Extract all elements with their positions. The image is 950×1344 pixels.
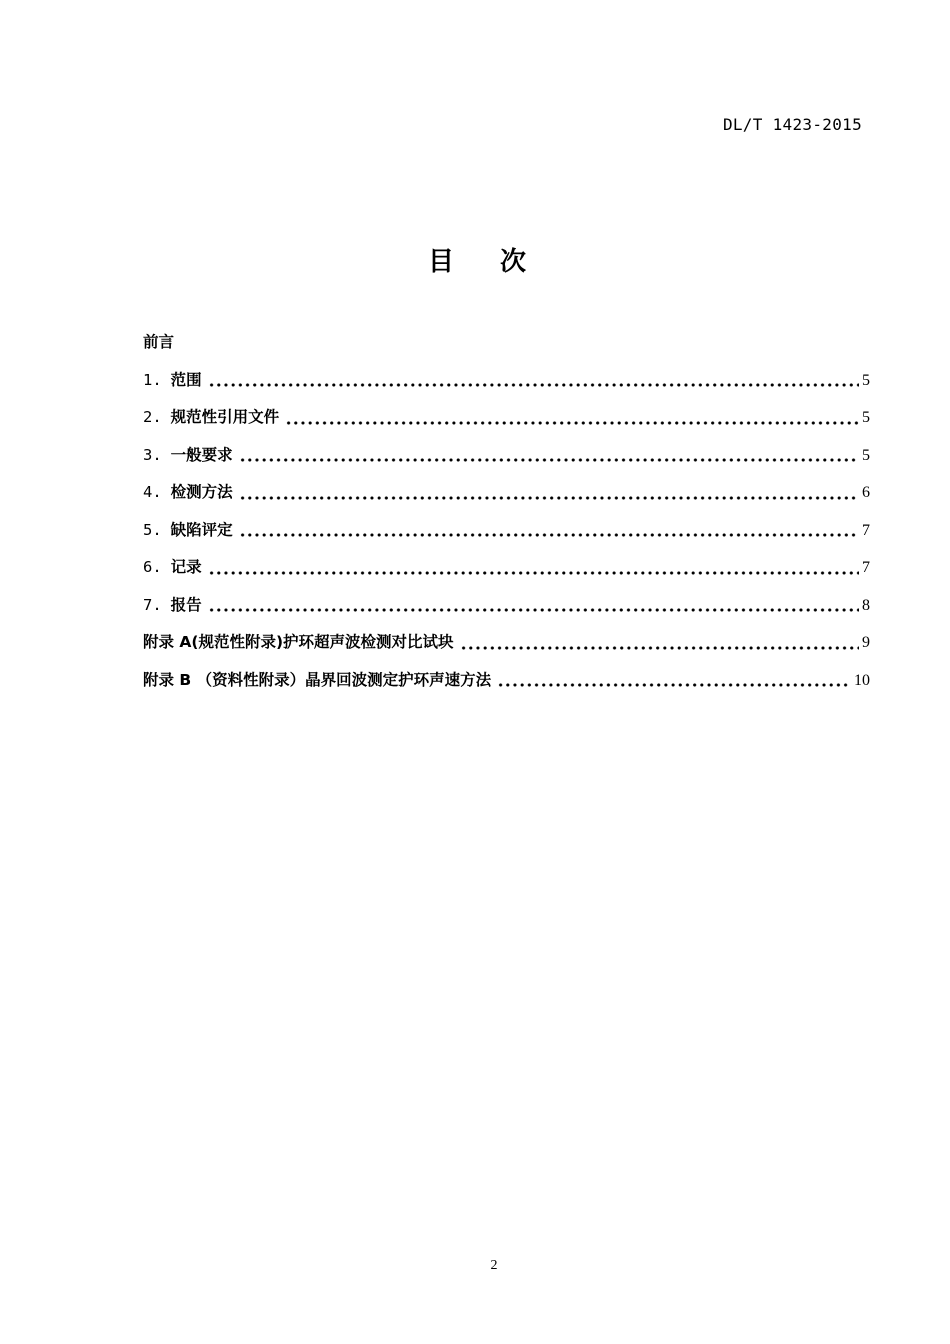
toc-entry-4[interactable]	[143, 478, 870, 516]
toc-entry-appendix-b[interactable]	[143, 666, 870, 704]
toc-entry-3[interactable]	[143, 441, 870, 479]
document-code: DL/T 1423-2015	[722, 115, 862, 134]
toc-entry-page: 5	[862, 446, 870, 464]
toc-entry-number: 1.	[143, 370, 162, 389]
toc-entry-number: 6.	[143, 558, 162, 576]
toc-entry-page: 5	[862, 371, 870, 389]
toc-entry-page: 10	[854, 671, 870, 689]
dot-leader	[497, 683, 851, 687]
dot-leader	[208, 383, 859, 387]
toc-entry-page: 5	[862, 409, 870, 426]
toc-entry-label: 检测方法	[170, 483, 233, 501]
toc-entry-label: 前言	[143, 333, 175, 351]
toc-entry-number: 2.	[143, 408, 162, 426]
toc-entry-label: 一般要求	[170, 445, 233, 464]
dot-leader	[239, 533, 859, 537]
dot-leader	[239, 496, 859, 500]
toc-entry-6[interactable]	[143, 553, 870, 591]
dot-leader	[285, 421, 859, 425]
toc-entry-5[interactable]	[143, 516, 870, 554]
toc-entry-number: 7.	[143, 595, 162, 614]
dot-leader	[460, 646, 859, 650]
dot-leader	[239, 458, 859, 462]
toc-entry-1[interactable]	[143, 366, 870, 404]
toc-entry-page: 8	[862, 596, 870, 614]
toc-entry-preface[interactable]	[143, 328, 870, 366]
toc-entry-page: 9	[862, 634, 870, 651]
toc-entry-number: 4.	[143, 483, 162, 501]
toc-entry-label: 范围	[170, 370, 202, 389]
toc-entry-appendix-a[interactable]	[143, 628, 870, 666]
toc-entry-page: 7	[862, 559, 870, 576]
toc-entry-label: 附录 A(规范性附录)护环超声波检测对比试块	[143, 633, 454, 651]
toc-title: 目次	[427, 247, 572, 277]
dot-leader	[208, 571, 859, 575]
dot-leader	[208, 608, 859, 612]
toc-entry-label: 附录 B （资料性附录）晶界回波测定护环声速方法	[143, 670, 492, 689]
toc-entry-7[interactable]	[143, 591, 870, 629]
toc-entry-page: 7	[862, 521, 870, 539]
table-of-contents	[143, 328, 870, 703]
toc-entry-number: 5.	[143, 520, 162, 539]
toc-entry-label: 规范性引用文件	[170, 408, 280, 426]
toc-entry-label: 报告	[170, 595, 202, 614]
page-number: 2	[490, 1258, 498, 1273]
toc-entry-number: 3.	[143, 445, 162, 464]
toc-entry-page: 6	[862, 484, 870, 501]
toc-entry-2[interactable]	[143, 403, 870, 441]
toc-entry-label: 缺陷评定	[170, 520, 233, 539]
toc-entry-label: 记录	[170, 558, 202, 576]
